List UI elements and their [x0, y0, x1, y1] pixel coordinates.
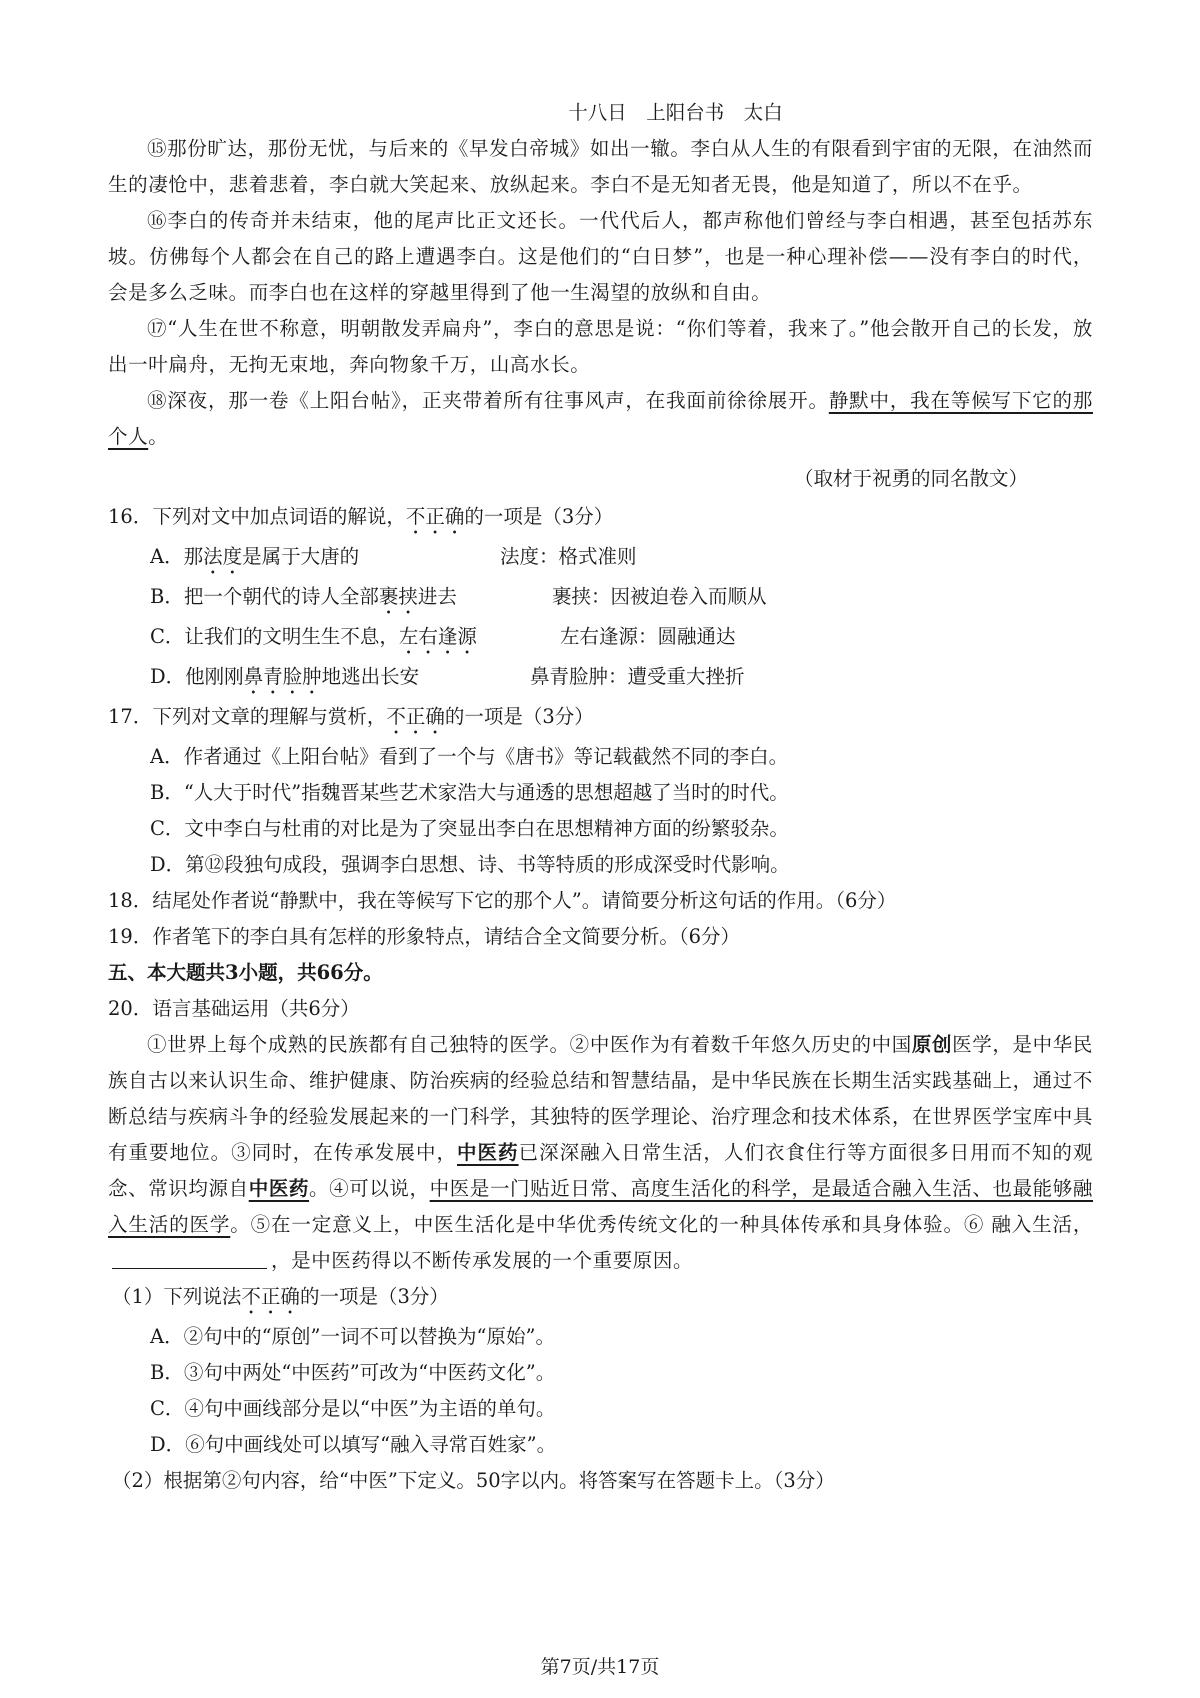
section-5-heading: 五、本大题共3小题，共66分。	[108, 961, 383, 984]
option-explanation: 法度：格式准则	[500, 545, 637, 568]
question-20-2: （2）根据第②句内容，给“中医”下定义。50字以内。将答案写在答题卡上。（3分）	[112, 1469, 835, 1492]
option-explanation: 左右逢源：圆融通达	[560, 625, 736, 648]
question-20-1-option-c: C．④句中画线部分是以“中医”为主语的单句。	[150, 1397, 556, 1420]
option-dotted-word: 左右逢源	[398, 625, 477, 648]
question-20-1-option-d: D．⑥句中画线处可以填写“融入寻常百姓家”。	[150, 1433, 557, 1456]
question-16-option-b	[108, 579, 1093, 619]
question-17-stem-b: 的一项是（3分）	[444, 705, 594, 728]
question-18: 18．结尾处作者说“静默中，我在等候写下它的那个人”。请简要分析这句话的作用。（6分）	[108, 889, 897, 912]
option-prefix: A．那	[150, 545, 204, 568]
q20-text-6: ，是中医药得以不断传承发展的一个重要原因。	[271, 1249, 694, 1272]
option-dotted-word: 鼻青脸肿	[243, 665, 322, 688]
question-20-title: 20．语言基础运用（共6分）	[108, 997, 360, 1020]
question-20-1-option-b: B．③句中两处“中医药”可改为“中医药文化”。	[150, 1361, 556, 1384]
question-16-option-a	[108, 539, 1093, 579]
question-20-passage	[108, 1027, 1093, 1279]
passage-source: （取材于祝勇的同名散文）	[793, 467, 1028, 490]
q20-text-4: 。④可以说，	[309, 1177, 430, 1200]
question-17-stem	[108, 699, 1093, 739]
question-17-dotted: 不正确	[386, 705, 445, 728]
question-16-option-d	[108, 659, 1093, 699]
option-prefix: D．他刚刚	[150, 665, 244, 688]
option-dotted-word: 裹挟	[378, 585, 418, 608]
question-16-dotted: 不正确	[405, 505, 465, 528]
q20-bold-zhongyiyao-1: 中医药	[457, 1141, 519, 1164]
q20-underlined-sentence: 中医是一门贴近日常、高度生活化的科学，是最适合融入生活、也最能够融入生活的医学	[108, 1177, 1093, 1236]
question-17-option-d: D．第⑫段独句成段，强调李白思想、诗、书等特质的形成深受时代影响。	[150, 853, 790, 876]
question-16-option-c	[108, 619, 1093, 659]
option-suffix: 进去	[417, 585, 457, 608]
passage-heading: 十八日 上阳台书 太白	[568, 101, 783, 124]
question-16-stem	[108, 499, 1093, 539]
question-16-stem-b: 的一项是（3分）	[464, 505, 614, 528]
q20-text-3: 已深深融入日常生活，人们衣食住行等方面很多日用而不知的观念、常识均源自	[108, 1141, 1093, 1200]
option-suffix: 是属于大唐的	[242, 545, 360, 568]
option-prefix: C．让我们的文明生生不息，	[150, 625, 399, 648]
question-17-option-c: C．文中李白与杜甫的对比是为了突显出李白在思想精神方面的纷繁驳杂。	[150, 817, 789, 840]
question-20-1-option-a: A．②句中的“原创”一词不可以替换为“原始”。	[150, 1325, 555, 1348]
paragraph-18-text: ⑱深夜，那一卷《上阳台帖》，正夹带着所有往事风声，在我面前徐徐展开。	[147, 389, 829, 412]
q20-1-stem-b: 的一项是（3分）	[299, 1285, 449, 1308]
page-number: 第7页/共17页	[540, 1656, 660, 1678]
question-16-stem-a: 16．下列对文中加点词语的解说，	[108, 505, 406, 528]
question-17-option-a: A．作者通过《上阳台帖》看到了一个与《唐书》等记载截然不同的李白。	[150, 745, 789, 768]
q20-text-2: 医学，是中华民族自古以来认识生命、维护健康、防治疾病的经验总结和智慧结晶，是中华民族在长期生活实践基础上，通过不断总结与疾病斗争的经验发展起来的一门科学，其独特的医学理论、治疗理念和技术体系，在世界医学宝库中具有重要地位。③同时，在传承发展中，	[108, 1033, 1093, 1164]
option-explanation: 裹挟：因被迫卷入而顺从	[552, 585, 767, 608]
question-17-stem-a: 17．下列对文章的理解与赏析，	[108, 705, 387, 728]
paragraph-18-end: 。	[148, 425, 169, 448]
q20-1-stem-a: （1）下列说法	[112, 1285, 242, 1308]
paragraph-15: ⑮那份旷达，那份无忧，与后来的《早发白帝城》如出一辙。李白从人生的有限看到宇宙的无限，在油然而生的凄怆中，悲着悲着，李白就大笑起来、放纵起来。李白不是无知者无畏，他是知道了，所以不在乎。	[108, 137, 1093, 196]
question-19: 19．作者笔下的李白具有怎样的形象特点，请结合全文简要分析。（6分）	[108, 925, 740, 948]
q20-text-5: 。⑤在一定意义上，中医生活化是中华优秀传统文化的一种具体传承和具身体验。⑥ 融入生活，	[230, 1213, 1093, 1236]
paragraph-18-underlined: 静默中，我在等候写下它的那个人	[108, 389, 1093, 448]
q20-bold-yuanchuang: 原创	[911, 1033, 953, 1056]
question-17-option-b: B．“人大于时代”指魏晋某些艺术家浩大与通透的思想超越了当时的时代。	[150, 781, 789, 804]
option-suffix: 地逃出长安	[321, 665, 420, 688]
q20-text-1: ①世界上每个成熟的民族都有自己独特的医学。②中医作为有着数千年悠久历史的中国	[147, 1033, 912, 1056]
q20-bold-zhongyiyao-2: 中医药	[248, 1177, 310, 1200]
paragraph-18	[108, 383, 1093, 455]
exam-page	[108, 95, 1093, 1499]
paragraph-17: ⑰“人生在世不称意，明朝散发弄扁舟”，李白的意思是说：“你们等着，我来了。”他会散开自己的长发，放出一叶扁舟，无拘无束地，奔向物象千万，山高水长。	[108, 317, 1093, 376]
option-explanation: 鼻青脸肿：遭受重大挫折	[530, 665, 745, 688]
q20-1-dotted: 不正确	[241, 1285, 300, 1308]
question-20-1-stem	[108, 1279, 1093, 1319]
paragraph-16: ⑯李白的传奇并未结束，他的尾声比正文还长。一代代后人，都声称他们曾经与李白相遇，甚至包括苏东坡。仿佛每个人都会在自己的路上遭遇李白。这是他们的“白日梦”，也是一种心理补偿——没有李白的时代，会是多么乏味。而李白也在这样的穿越里得到了他一生渴望的放纵和自由。	[108, 209, 1093, 304]
option-prefix: B．把一个朝代的诗人全部	[150, 585, 379, 608]
q20-fill-blank[interactable]	[112, 1246, 267, 1269]
option-dotted-word: 法度	[203, 545, 243, 568]
